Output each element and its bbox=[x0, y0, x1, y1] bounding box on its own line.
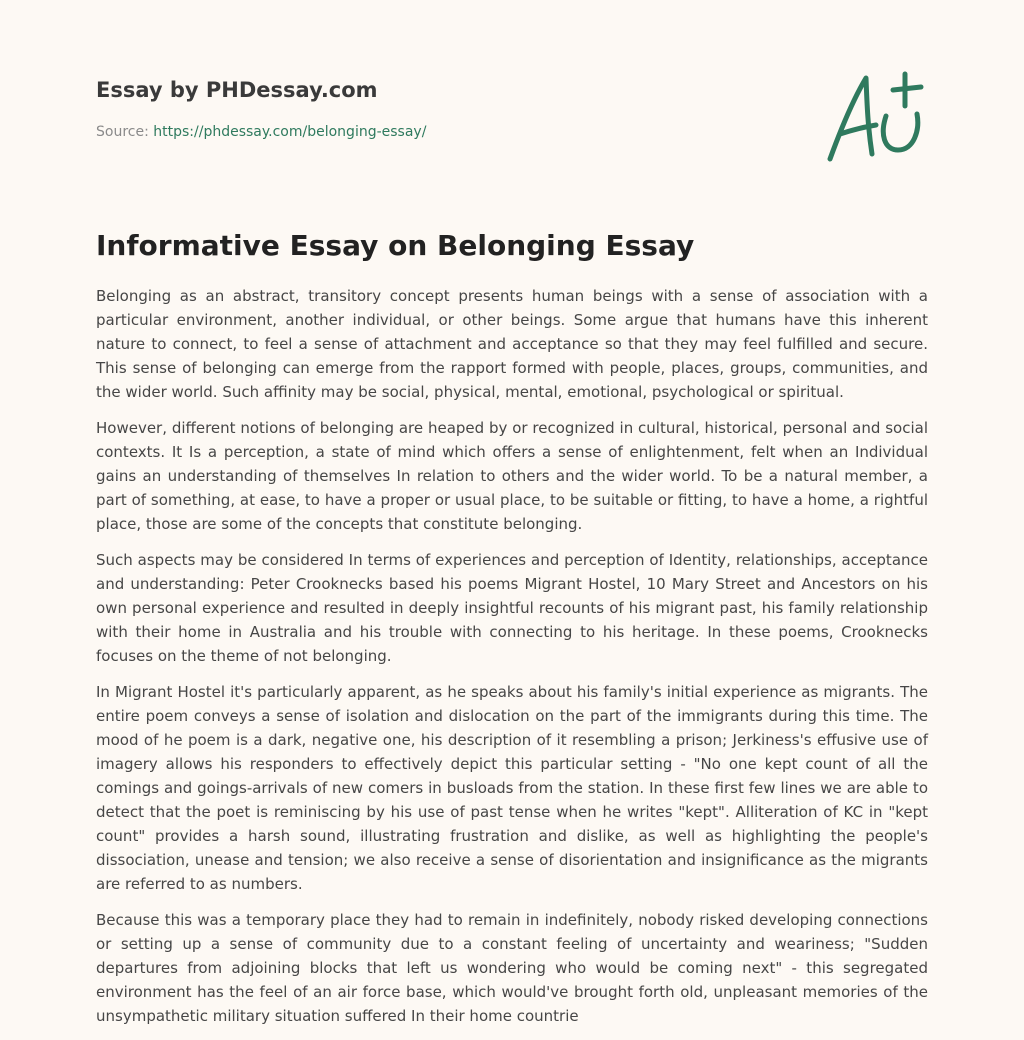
source-link[interactable]: https://phdessay.com/belonging-essay/ bbox=[153, 124, 427, 140]
essay-paragraph: Belonging as an abstract, transitory concept presents human beings with a sense of association with a particular environment, another individual, or other beings. Some argue that humans have this inherent nature to connect, to feel a sense of attachment and acceptance so that they may feel fulfilled and secure. This sense of belonging can emerge from the rapport formed with people, places, groups, communities, and the wider world. Such affinity may be social, physical, mental, emotional, psychological or spiritual. bbox=[96, 287, 928, 401]
source-line bbox=[96, 122, 928, 142]
header bbox=[96, 74, 928, 164]
source-label: Source: bbox=[96, 124, 149, 140]
a-plus-grade-icon bbox=[820, 66, 930, 166]
essay-paragraph: Such aspects may be considered In terms of experiences and perception of Identity, relationships, acceptance and understanding: Peter Crooknecks based his poems Migrant Hostel, 10 Mary Street and Ancestors on his own personal experience and resulted in deeply insightful recounts of his migrant past, his family relationship with their home in Australia and his trouble with connecting to his heritage. In these poems, Crooknecks focuses on the theme of not belonging. bbox=[96, 551, 928, 665]
essay-paragraph: In Migrant Hostel it's particularly apparent, as he speaks about his family's initial experience as migrants. The entire poem conveys a sense of isolation and dislocation on the part of the immigrants during this time. The mood of he poem is a dark, negative one, his description of it resembling a prison; Jerkiness's effusive use of imagery allows his responders to effectively depict this particular setting - "No one kept count of all the comings and goings-arrivals of new comers in busloads from the station. In these first few lines we are able to detect that the poet is reminiscing by his use of past tense when he writes "kept". Alliteration of KC in "kept count" provides a harsh sound, illustrating frustration and dislike, as well as highlighting the people's dissociation, unease and tension; we also receive a sense of disorientation and insignificance as the migrants are referred to as numbers. bbox=[96, 683, 928, 893]
essay-body bbox=[96, 284, 928, 1040]
essay-paragraph: However, different notions of belonging are heaped by or recognized in cultural, historical, personal and social contexts. It Is a perception, a state of mind which offers a sense of enlightenment, felt when an Individual gains an understanding of themselves In relation to others and the wider world. To be a natural member, a part of something, at ease, to have a proper or usual place, to be suitable or fitting, to have a home, a rightful place, those are some of the concepts that constitute belonging. bbox=[96, 419, 928, 533]
essay-paragraph: Because this was a temporary place they had to remain in indefinitely, nobody risked developing connections or setting up a sense of community due to a constant feeling of uncertainty and weariness; "Sudden departures from adjoining blocks that left us wondering who would be coming next" - this segregated environment has the feel of an air force base, which would've brought forth old, unpleasant memories of the unsympathetic military situation suffered In their home countrie bbox=[96, 911, 928, 1025]
site-title: Essay by PHDessay.com bbox=[96, 78, 378, 102]
essay-title: Informative Essay on Belonging Essay bbox=[96, 229, 695, 262]
